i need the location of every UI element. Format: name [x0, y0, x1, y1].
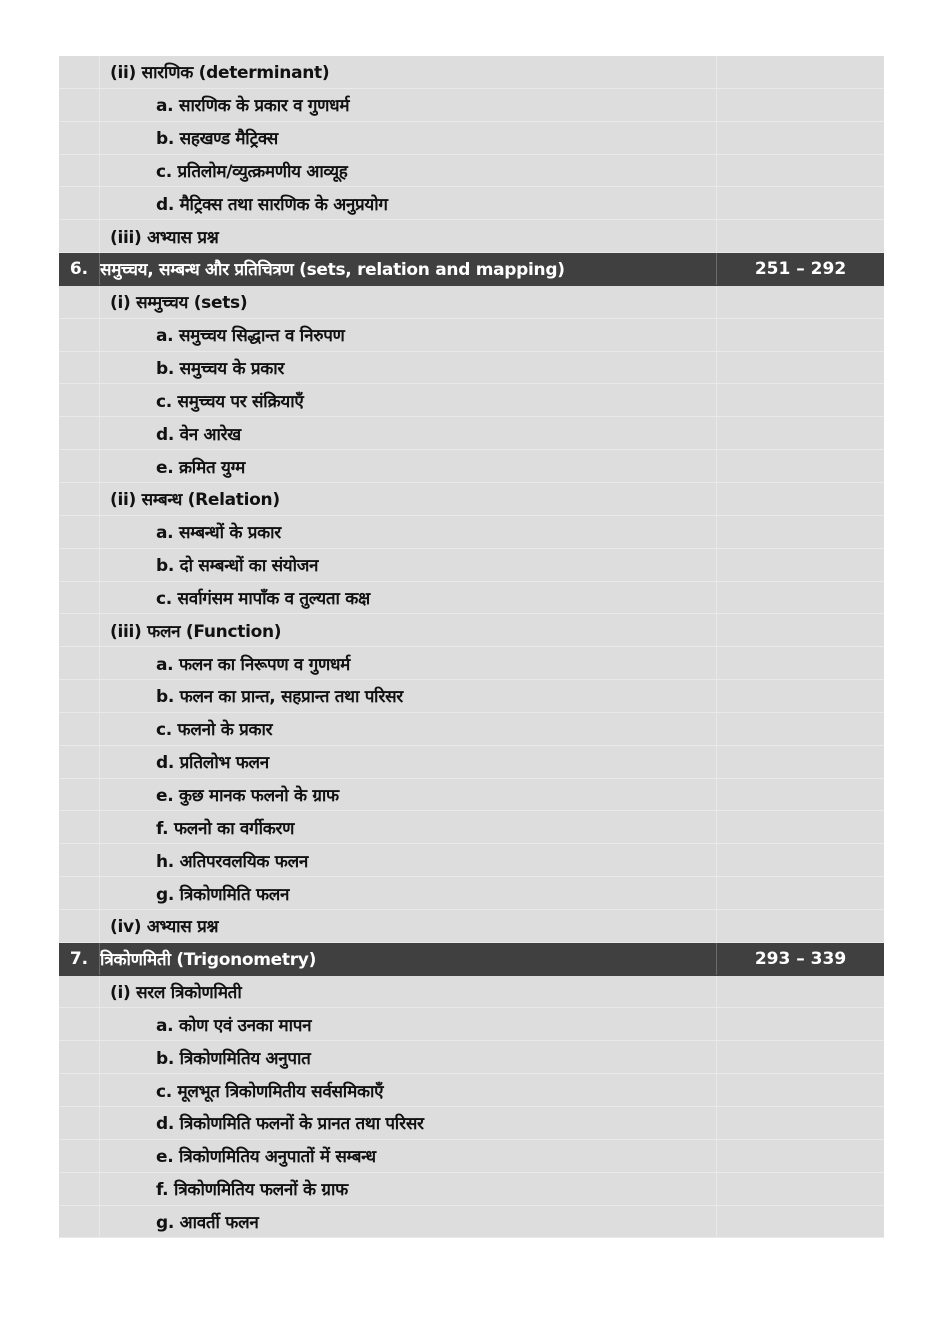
- page-range: [717, 1008, 884, 1040]
- chapter-number: [59, 811, 100, 843]
- topic-title: c. मूलभूत त्रिकोणमितीय सर्वसमिकाएँ: [100, 1074, 717, 1106]
- topic-row: [59, 680, 884, 713]
- page-range: [717, 286, 884, 318]
- topic-title: g. त्रिकोणमिति फलन: [100, 877, 717, 909]
- topic-title: (ii) सम्बन्ध (Relation): [100, 483, 717, 515]
- topic-row: [59, 450, 884, 483]
- topic-row: [59, 220, 884, 253]
- topic-row: [59, 89, 884, 122]
- chapter-number: [59, 779, 100, 811]
- chapter-number: [59, 1173, 100, 1205]
- topic-title: a. सम्बन्धों के प्रकार: [100, 516, 717, 548]
- topic-title: a. कोण एवं उनका मापन: [100, 1008, 717, 1040]
- chapter-number: [59, 286, 100, 318]
- page-range: [717, 1074, 884, 1106]
- topic-title: h. अतिपरवलयिक फलन: [100, 844, 717, 876]
- chapter-number: [59, 877, 100, 909]
- chapter-number: [59, 614, 100, 646]
- topic-row: [59, 647, 884, 680]
- chapter-number: [59, 1206, 100, 1238]
- topic-title: b. त्रिकोणमितिय अनुपात: [100, 1041, 717, 1073]
- page-range: [717, 352, 884, 384]
- page-range: [717, 877, 884, 909]
- chapter-number: 7.: [59, 943, 100, 975]
- page-range: [717, 1173, 884, 1205]
- topic-title: (iii) अभ्यास प्रश्न: [100, 220, 717, 252]
- topic-row: [59, 811, 884, 844]
- chapter-title: त्रिकोणमिती (Trigonometry): [100, 943, 717, 975]
- topic-row: [59, 122, 884, 155]
- topic-title: b. फलन का प्रान्त, सहप्रान्त तथा परिसर: [100, 680, 717, 712]
- topic-row: [59, 779, 884, 812]
- chapter-number: [59, 56, 100, 88]
- topic-title: e. क्रमित युग्म: [100, 450, 717, 482]
- chapter-number: [59, 220, 100, 252]
- topic-title: c. प्रतिलोम/व्युत्क्रमणीय आव्यूह: [100, 155, 717, 187]
- topic-title: (i) सरल त्रिकोणमिती: [100, 976, 717, 1008]
- topic-row: [59, 1140, 884, 1173]
- chapter-number: [59, 844, 100, 876]
- page-range: [717, 713, 884, 745]
- chapter-number: [59, 352, 100, 384]
- page-range: [717, 220, 884, 252]
- topic-row: [59, 1041, 884, 1074]
- topic-row: [59, 516, 884, 549]
- page-range: [717, 483, 884, 515]
- page-range: [717, 450, 884, 482]
- page-range: 293 – 339: [754, 948, 847, 969]
- topic-title: a. सारणिक के प्रकार व गुणधर्म: [100, 89, 717, 121]
- topic-title: (iv) अभ्यास प्रश्न: [100, 910, 717, 942]
- topic-title: b. सहखण्ड मैट्रिक्स: [100, 122, 717, 154]
- page-range: 251 – 292: [754, 258, 847, 279]
- page-range: [717, 746, 884, 778]
- topic-title: f. त्रिकोणमितिय फलनों के ग्राफ: [100, 1173, 717, 1205]
- topic-title: c. सर्वागंसम मापाँक व तुल्यता कक्ष: [100, 582, 717, 614]
- topic-row: [59, 582, 884, 615]
- page-range: [717, 122, 884, 154]
- topic-row: [59, 910, 884, 943]
- topic-title: (i) सम्मुच्चय (sets): [100, 286, 717, 318]
- chapter-number: [59, 1107, 100, 1139]
- topic-row: [59, 549, 884, 582]
- chapter-number: [59, 417, 100, 449]
- chapter-number: 6.: [59, 253, 100, 285]
- page-range: [717, 582, 884, 614]
- page-range: [717, 1140, 884, 1172]
- topic-title: b. दो सम्बन्धों का संयोजन: [100, 549, 717, 581]
- topic-title: b. समुच्चय के प्रकार: [100, 352, 717, 384]
- topic-title: c. समुच्चय पर संक्रियाएँ: [100, 384, 717, 416]
- topic-title: c. फलनो के प्रकार: [100, 713, 717, 745]
- chapter-number: [59, 450, 100, 482]
- chapter-number: [59, 1140, 100, 1172]
- chapter-number: [59, 384, 100, 416]
- topic-row: [59, 384, 884, 417]
- topic-row: [59, 352, 884, 385]
- page-range: [717, 1206, 884, 1238]
- page-range: [717, 1041, 884, 1073]
- topic-title: e. कुछ मानक फलनो के ग्राफ: [100, 779, 717, 811]
- chapter-row: [59, 943, 884, 976]
- topic-title: f. फलनो का वर्गीकरण: [100, 811, 717, 843]
- chapter-number: [59, 976, 100, 1008]
- page-range: [717, 549, 884, 581]
- page-range: [717, 779, 884, 811]
- table-of-contents: [59, 56, 884, 1238]
- chapter-number: [59, 516, 100, 548]
- topic-row: [59, 417, 884, 450]
- page-range: [717, 384, 884, 416]
- page-range: [717, 1107, 884, 1139]
- page-range: [717, 844, 884, 876]
- topic-row: [59, 56, 884, 89]
- topic-row: [59, 877, 884, 910]
- topic-row: [59, 1008, 884, 1041]
- page-range: [717, 56, 884, 88]
- topic-row: [59, 1074, 884, 1107]
- page-range: [717, 811, 884, 843]
- page-range: [717, 647, 884, 679]
- chapter-number: [59, 746, 100, 778]
- chapter-number: [59, 483, 100, 515]
- page-range: [717, 680, 884, 712]
- chapter-row: [59, 253, 884, 286]
- topic-row: [59, 1107, 884, 1140]
- page-range: [717, 976, 884, 1008]
- topic-row: [59, 319, 884, 352]
- topic-title: d. वेन आरेख: [100, 417, 717, 449]
- topic-row: [59, 614, 884, 647]
- topic-row: [59, 1173, 884, 1206]
- chapter-number: [59, 680, 100, 712]
- chapter-number: [59, 155, 100, 187]
- topic-title: (ii) सारणिक (determinant): [100, 56, 717, 88]
- page-range: [717, 910, 884, 942]
- page-range: [717, 614, 884, 646]
- topic-row: [59, 1206, 884, 1239]
- topic-row: [59, 844, 884, 877]
- topic-title: (iii) फलन (Function): [100, 614, 717, 646]
- page-range: [717, 417, 884, 449]
- chapter-number: [59, 549, 100, 581]
- chapter-number: [59, 1008, 100, 1040]
- page-range: [717, 187, 884, 219]
- chapter-number: [59, 582, 100, 614]
- topic-title: a. फलन का निरूपण व गुणधर्म: [100, 647, 717, 679]
- topic-row: [59, 286, 884, 319]
- chapter-title: समुच्चय, सम्बन्ध और प्रतिचित्रण (sets, relation and mapping): [100, 253, 717, 285]
- topic-row: [59, 976, 884, 1009]
- chapter-number: [59, 319, 100, 351]
- page-range: [717, 89, 884, 121]
- chapter-number: [59, 187, 100, 219]
- chapter-number: [59, 910, 100, 942]
- topic-title: e. त्रिकोणमितिय अनुपातों में सम्बन्ध: [100, 1140, 717, 1172]
- page-range: [717, 516, 884, 548]
- chapter-number: [59, 713, 100, 745]
- topic-title: d. मैट्रिक्स तथा सारणिक के अनुप्रयोग: [100, 187, 717, 219]
- topic-row: [59, 713, 884, 746]
- topic-row: [59, 746, 884, 779]
- topic-title: g. आवर्ती फलन: [100, 1206, 717, 1238]
- chapter-number: [59, 647, 100, 679]
- page-range: [717, 155, 884, 187]
- topic-title: a. समुच्चय सिद्धान्त व निरुपण: [100, 319, 717, 351]
- chapter-number: [59, 122, 100, 154]
- topic-row: [59, 155, 884, 188]
- topic-title: d. प्रतिलोभ फलन: [100, 746, 717, 778]
- topic-title: d. त्रिकोणमिति फलनों के प्रानत तथा परिसर: [100, 1107, 717, 1139]
- chapter-number: [59, 89, 100, 121]
- topic-row: [59, 483, 884, 516]
- chapter-number: [59, 1074, 100, 1106]
- topic-row: [59, 187, 884, 220]
- page-range: [717, 319, 884, 351]
- chapter-number: [59, 1041, 100, 1073]
